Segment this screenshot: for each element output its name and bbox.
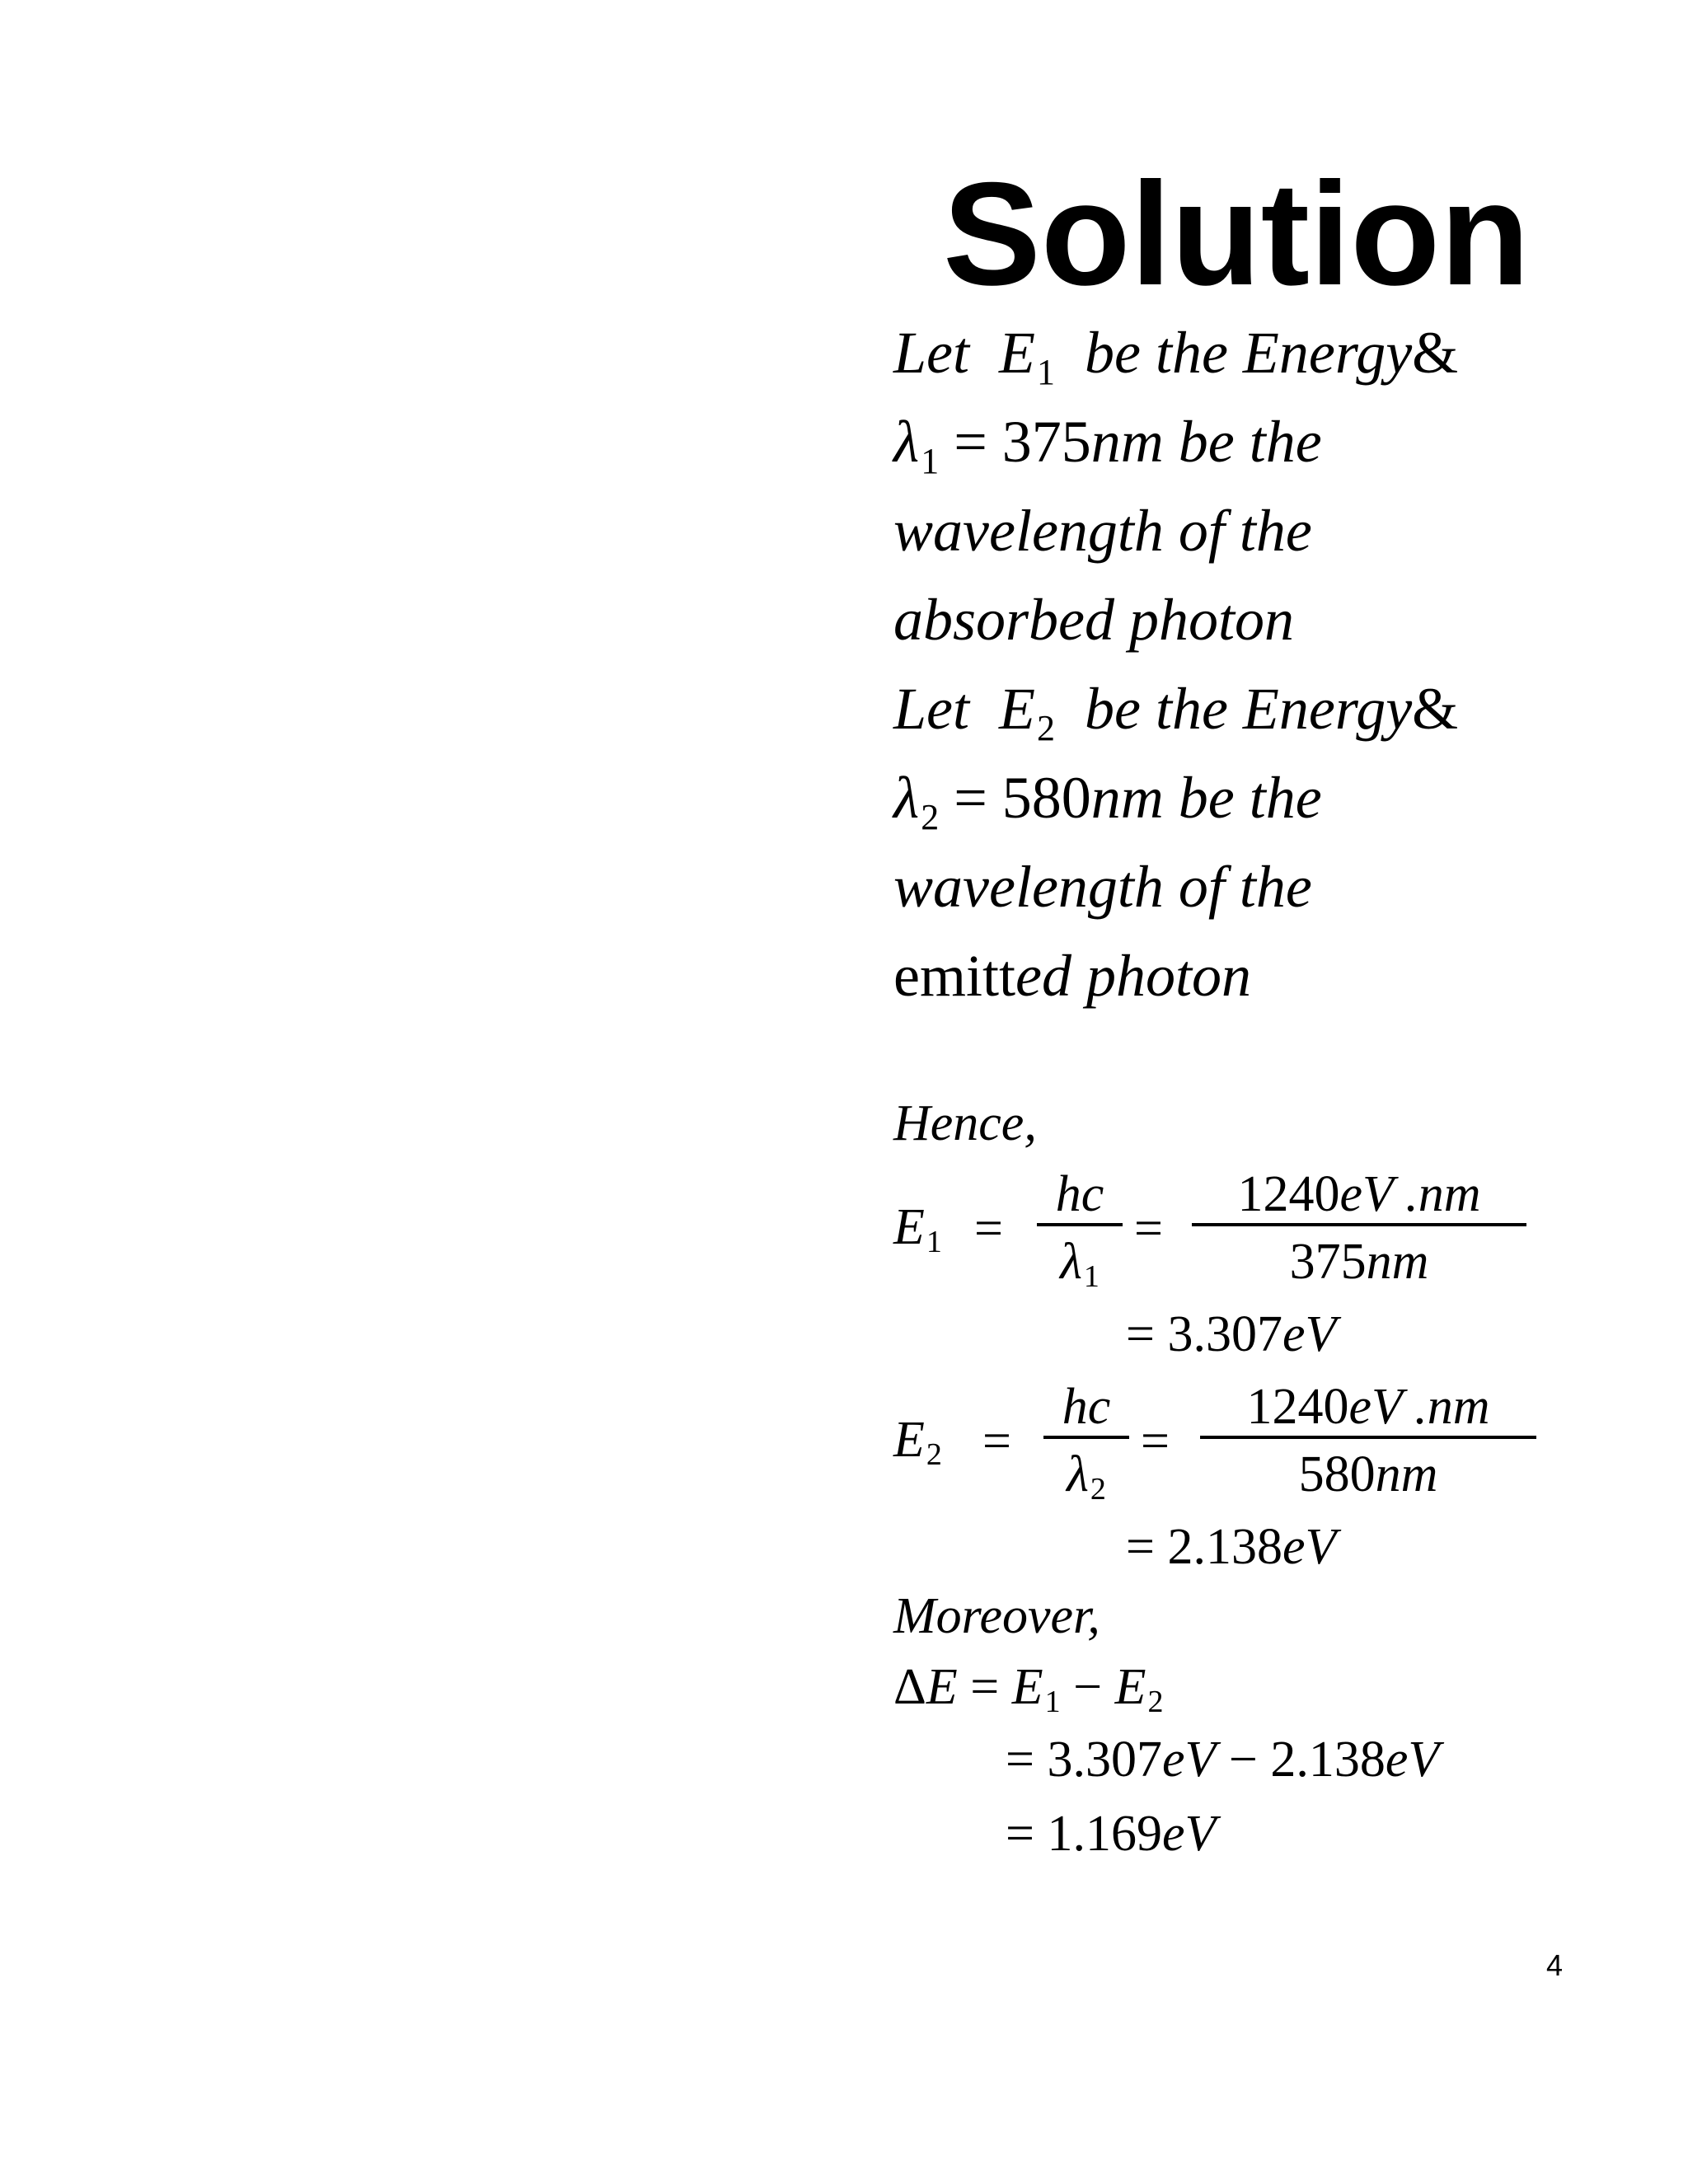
equals-sign: =: [954, 765, 987, 831]
let-word: Let: [893, 320, 970, 386]
denominator-580nm: 580nm: [1298, 1446, 1438, 1502]
line-let-e1: [893, 320, 1459, 392]
be-energy-text: be the Energy: [1085, 320, 1413, 386]
fraction-bar: [1037, 1223, 1123, 1226]
subscript-2: 2: [921, 797, 940, 837]
numerator-1240-ev-nm: 1240eV .nm: [1237, 1166, 1481, 1222]
equals-sign: =: [974, 1201, 1003, 1257]
line-emitted-photon: [893, 943, 1251, 1009]
equals-sign: =: [954, 409, 987, 475]
equals-sign: =: [982, 1413, 1011, 1469]
subscript-1: 1: [1037, 352, 1055, 392]
be-energy-text: be the Energy: [1085, 676, 1413, 742]
be-the-text: be the: [1178, 409, 1322, 475]
fraction-bar: [1043, 1436, 1129, 1439]
unit-nm: nm: [1090, 765, 1164, 831]
page-title: Solution: [943, 152, 1530, 316]
emitt-text: emitt: [893, 943, 1015, 1009]
value-580: 580: [1001, 765, 1091, 831]
e-symbol: E: [999, 676, 1035, 742]
denominator-375nm: 375nm: [1289, 1234, 1429, 1290]
fraction-bar: [1200, 1436, 1536, 1439]
final-result: = 1.169eV: [1006, 1806, 1217, 1862]
line-wavelength-2: wavelength of the: [893, 854, 1312, 920]
e2-result: = 2.138eV: [1126, 1519, 1337, 1575]
lambda-symbol: λ: [893, 765, 920, 831]
unit-nm: nm: [1090, 409, 1164, 475]
e-symbol: E: [999, 320, 1035, 386]
let-word: Let: [893, 676, 970, 742]
be-the-text: be the: [1178, 765, 1322, 831]
lambda1-denominator: λ1: [1060, 1234, 1100, 1294]
equals-sign: =: [1134, 1201, 1163, 1257]
line-lambda2: [893, 765, 1322, 837]
line-absorbed-photon: absorbed photon: [893, 587, 1294, 653]
line-wavelength-1: wavelength of the: [893, 498, 1312, 564]
e2-symbol: E2: [893, 1412, 942, 1472]
moreover-label: Moreover,: [893, 1588, 1100, 1644]
line-lambda1: [893, 409, 1322, 481]
lambda2-denominator: λ2: [1067, 1446, 1106, 1507]
ed-photon-text: ed photon: [1015, 943, 1251, 1009]
numerator-1240-ev-nm: 1240eV .nm: [1246, 1379, 1490, 1435]
hc-numerator: hc: [1055, 1166, 1104, 1222]
line-let-e2: [893, 676, 1459, 748]
hc-numerator: hc: [1062, 1379, 1111, 1435]
ampersand: &: [1412, 320, 1459, 386]
page-number: 4: [1546, 1948, 1564, 1982]
difference-line: = 3.307eV − 2.138eV: [1006, 1732, 1440, 1788]
value-375: 375: [1001, 409, 1091, 475]
subscript-2: 2: [1037, 708, 1055, 748]
fraction-bar: [1192, 1223, 1526, 1226]
e1-result: = 3.307eV: [1126, 1306, 1337, 1362]
e1-symbol: E1: [893, 1199, 942, 1259]
subscript-1: 1: [921, 441, 940, 481]
equals-sign: =: [1141, 1413, 1170, 1469]
delta-e-equation: ΔE = E1 − E2: [893, 1659, 1164, 1719]
ampersand: &: [1412, 676, 1459, 742]
lambda-symbol: λ: [893, 409, 920, 475]
hence-label: Hence,: [893, 1095, 1037, 1151]
